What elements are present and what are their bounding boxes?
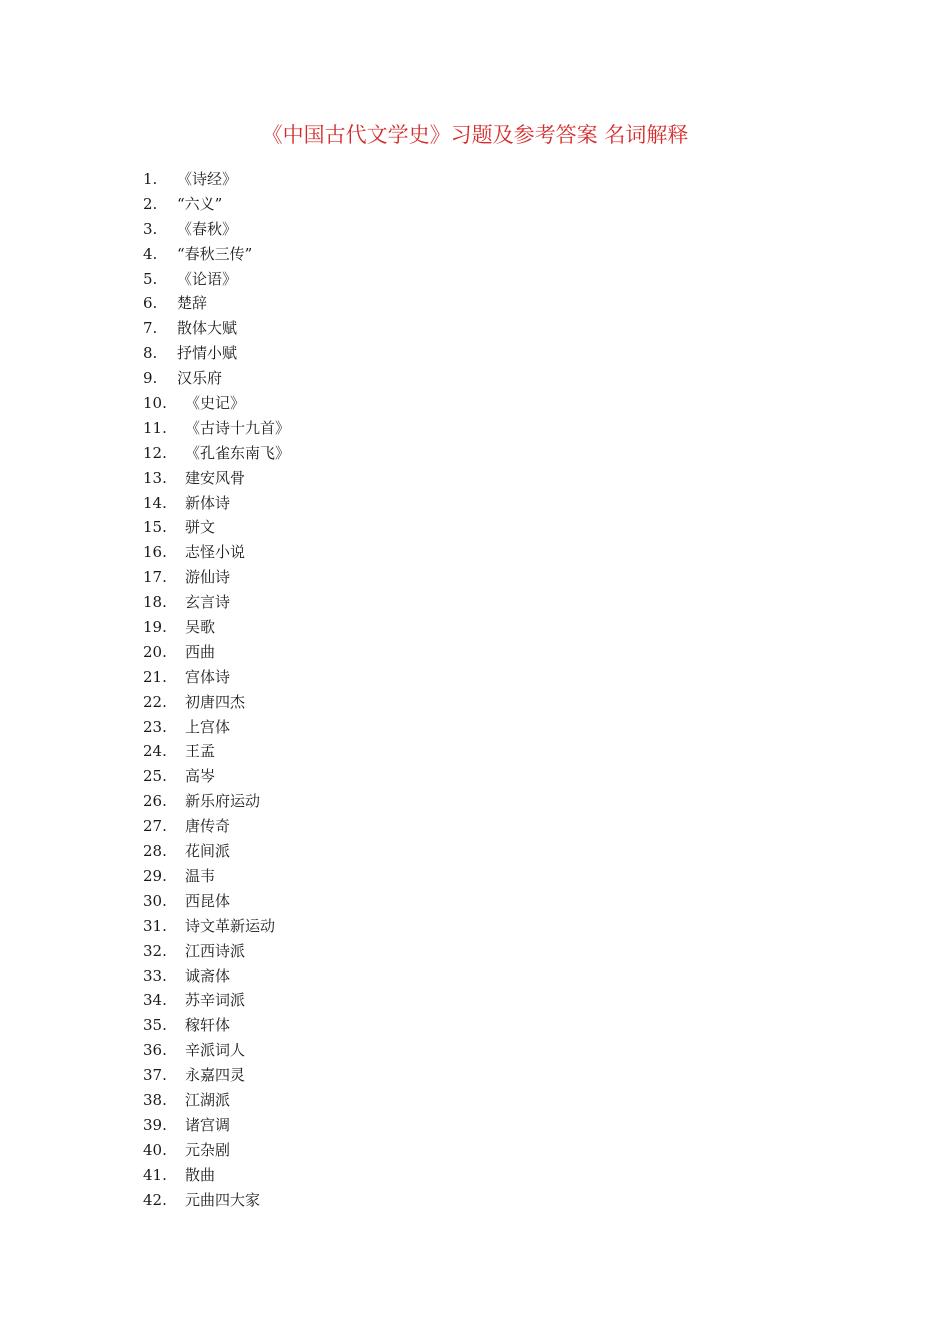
list-item (143, 615, 290, 640)
list-item (143, 416, 290, 441)
item-term: 骈文 (185, 518, 216, 537)
item-number: 35. (143, 1016, 167, 1035)
list-item (143, 914, 290, 939)
item-term: 西昆体 (185, 891, 231, 910)
item-term: 《孔雀东南飞》 (185, 443, 291, 462)
list-item (143, 764, 290, 789)
item-term: 初唐四杰 (185, 692, 246, 711)
item-term: 建安风骨 (185, 468, 246, 487)
list-item (143, 291, 290, 316)
item-number: 30. (143, 891, 167, 910)
list-item (143, 665, 290, 690)
item-term: 诸宫调 (185, 1115, 231, 1134)
item-term: 诗文革新运动 (185, 916, 276, 935)
item-term: 宫体诗 (185, 667, 231, 686)
list-item (143, 889, 290, 914)
list-item (143, 864, 290, 889)
item-number: 39. (143, 1115, 167, 1134)
item-number: 7. (143, 319, 158, 338)
list-item (143, 814, 290, 839)
item-term: 汉乐府 (177, 369, 223, 388)
list-item (143, 192, 290, 217)
item-number: 20. (143, 642, 167, 661)
list-item (143, 988, 290, 1013)
item-number: 1. (143, 170, 158, 188)
item-number: 21. (143, 667, 167, 686)
item-term: 抒情小赋 (177, 344, 238, 363)
item-term: 稼轩体 (185, 1016, 231, 1035)
list-item (143, 267, 290, 292)
item-number: 29. (143, 866, 167, 885)
item-number: 26. (143, 792, 167, 811)
list-item (143, 1163, 290, 1188)
item-term: 苏辛词派 (185, 991, 246, 1010)
item-term: 散体大赋 (177, 319, 238, 338)
item-number: 27. (143, 817, 167, 836)
list-item (143, 242, 290, 267)
item-term: 玄言诗 (185, 593, 231, 612)
item-number: 36. (143, 1041, 167, 1060)
list-item (143, 515, 290, 540)
item-term: 《诗经》 (177, 170, 238, 188)
item-number: 31. (143, 916, 167, 935)
item-term: 花间派 (185, 842, 231, 861)
list-item (143, 640, 290, 665)
list-item (143, 441, 290, 466)
item-term: 元曲四大家 (185, 1190, 261, 1209)
item-term: 新乐府运动 (185, 792, 261, 811)
item-number: 24. (143, 742, 167, 761)
item-number: 28. (143, 842, 167, 861)
item-number: 9. (143, 369, 158, 388)
item-term: 辛派词人 (185, 1041, 246, 1060)
item-number: 5. (143, 269, 158, 288)
item-number: 4. (143, 244, 158, 263)
item-term: 志怪小说 (185, 543, 246, 562)
item-number: 17. (143, 568, 167, 587)
item-number: 11. (143, 418, 167, 437)
item-number: 33. (143, 966, 167, 985)
list-item (143, 1138, 290, 1163)
list-item (143, 1113, 290, 1138)
list-item (143, 341, 290, 366)
item-term: 新体诗 (185, 493, 231, 512)
list-item (143, 839, 290, 864)
list-item (143, 964, 290, 989)
list-item (143, 939, 290, 964)
item-term: 楚辞 (177, 294, 208, 313)
item-term: “六义” (177, 194, 223, 213)
item-number: 23. (143, 717, 167, 736)
item-number: 18. (143, 593, 167, 612)
item-number: 34. (143, 991, 167, 1010)
item-number: 32. (143, 941, 167, 960)
item-number: 40. (143, 1140, 167, 1159)
list-item (143, 690, 290, 715)
item-number: 19. (143, 618, 167, 637)
item-term: 江湖派 (185, 1090, 231, 1109)
item-term: 西曲 (185, 642, 216, 661)
item-number: 22. (143, 692, 167, 711)
item-term: 元杂剧 (185, 1140, 231, 1159)
item-term: 王孟 (185, 742, 216, 761)
item-number: 15. (143, 518, 167, 537)
item-number: 2. (143, 194, 158, 213)
list-item (143, 466, 290, 491)
page-title: 《中国古代文学史》习题及参考答案 名词解释 (261, 123, 689, 147)
list-item (143, 491, 290, 516)
item-number: 14. (143, 493, 167, 512)
item-number: 8. (143, 344, 158, 363)
list-item (143, 565, 290, 590)
item-term: 《论语》 (177, 269, 238, 288)
list-item (143, 1063, 290, 1088)
item-term: 《古诗十九首》 (185, 418, 291, 437)
item-term: 高岑 (185, 767, 216, 786)
item-number: 3. (143, 219, 158, 238)
item-term: 诚斋体 (185, 966, 231, 985)
item-number: 38. (143, 1090, 167, 1109)
item-term: “春秋三传” (177, 244, 253, 263)
list-item (143, 1013, 290, 1038)
item-term: 唐传奇 (185, 817, 231, 836)
item-term: 游仙诗 (185, 568, 231, 587)
list-item (143, 715, 290, 740)
item-number: 37. (143, 1066, 167, 1085)
list-item (143, 316, 290, 341)
item-number: 6. (143, 294, 158, 313)
term-list (143, 167, 290, 1212)
list-item (143, 739, 290, 764)
list-item (143, 540, 290, 565)
list-item (143, 590, 290, 615)
list-item (143, 789, 290, 814)
item-number: 25. (143, 767, 167, 786)
item-number: 10. (143, 394, 167, 413)
item-term: 吴歌 (185, 618, 216, 637)
list-item (143, 391, 290, 416)
list-item (143, 1088, 290, 1113)
item-term: 江西诗派 (185, 941, 246, 960)
item-term: 《春秋》 (177, 219, 238, 238)
item-number: 41. (143, 1165, 167, 1184)
item-term: 温韦 (185, 866, 216, 885)
list-item (143, 167, 290, 192)
item-term: 上宫体 (185, 717, 231, 736)
item-number: 12. (143, 443, 167, 462)
list-item (143, 366, 290, 391)
item-number: 13. (143, 468, 167, 487)
item-number: 16. (143, 543, 167, 562)
item-term: 永嘉四灵 (185, 1066, 246, 1085)
item-term: 《史记》 (185, 394, 246, 413)
item-number: 42. (143, 1190, 167, 1209)
list-item (143, 1038, 290, 1063)
list-item (143, 1188, 290, 1213)
list-item (143, 217, 290, 242)
item-term: 散曲 (185, 1165, 216, 1184)
